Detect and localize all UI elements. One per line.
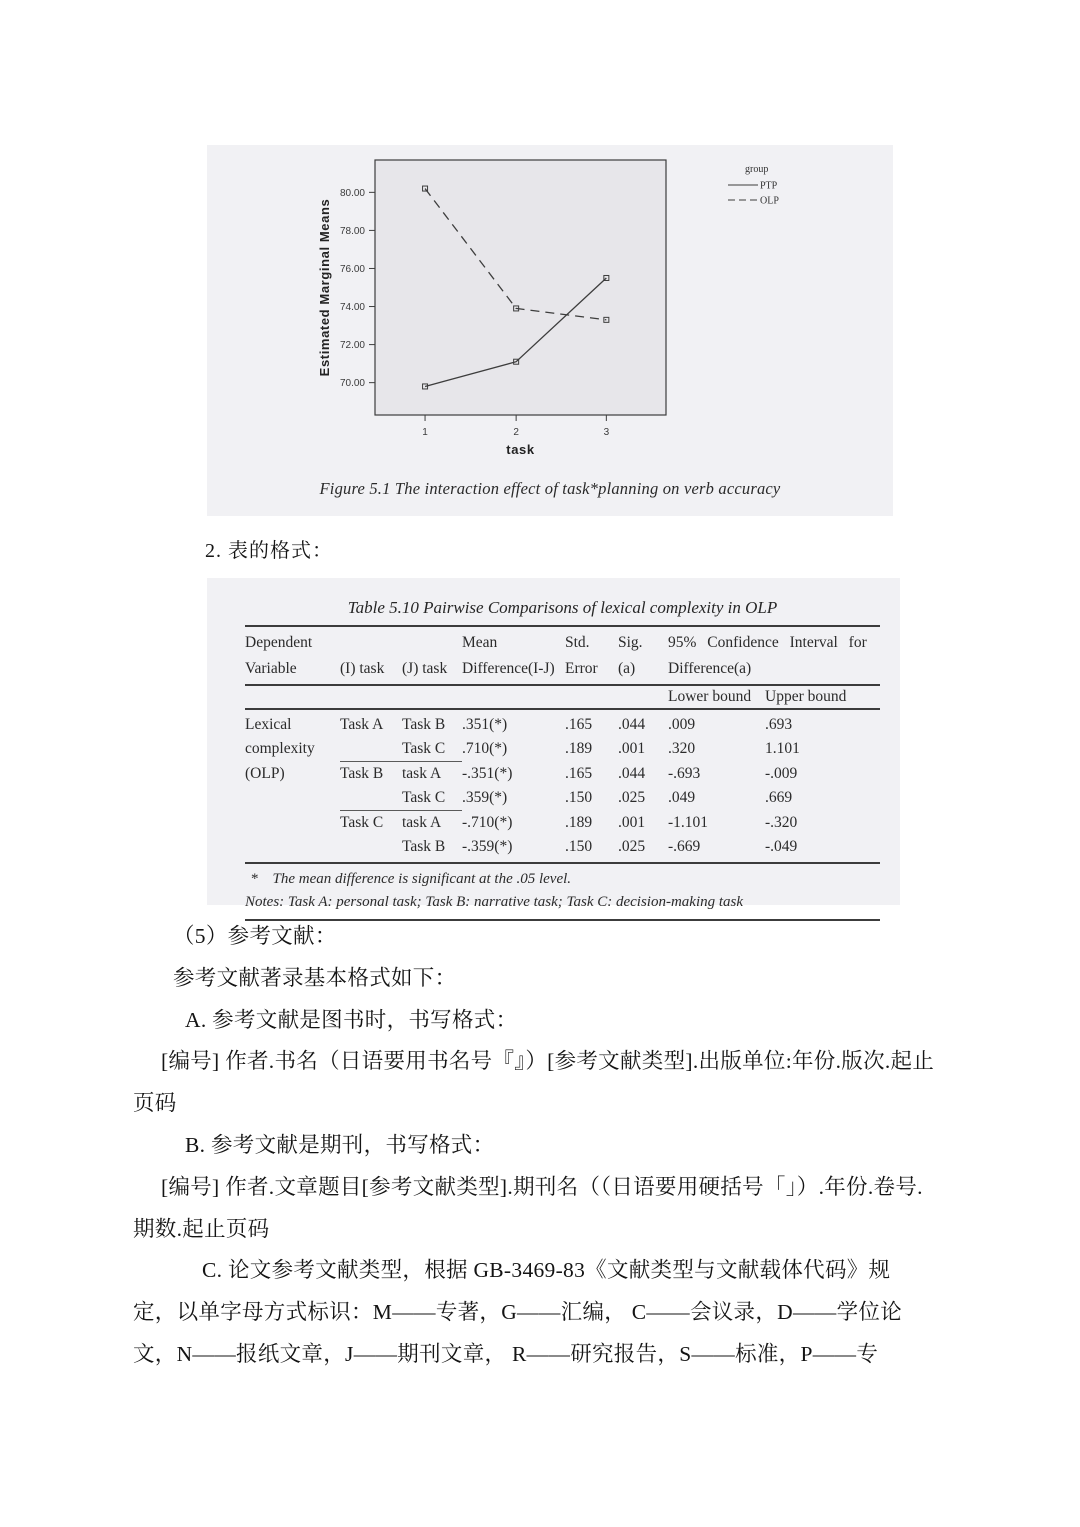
- text-line: 参考文献著录基本格式如下：: [173, 965, 457, 990]
- table-cell: -.049: [765, 838, 798, 855]
- table-cell: -.710(*): [462, 814, 513, 831]
- table-cell: [245, 786, 340, 811]
- table-cell: task A: [402, 765, 442, 782]
- y-tick-label: 78.00: [339, 225, 365, 237]
- table-row: [245, 811, 880, 835]
- table-cell: -1.101: [668, 814, 709, 831]
- table-cell: .710(*): [462, 740, 508, 757]
- table-scan-block: [207, 578, 900, 910]
- table-cell: .150: [565, 789, 593, 806]
- table-cell: .359(*): [462, 789, 508, 806]
- table-cell: Task B: [340, 765, 384, 782]
- pairwise-comparisons-table: [245, 625, 880, 921]
- significance-footnote: [245, 868, 880, 891]
- table-cell: task A: [402, 814, 442, 831]
- table-row: [245, 786, 880, 811]
- y-tick-label: 76.00: [339, 263, 365, 275]
- text-line: 期数.起止页码: [133, 1216, 270, 1241]
- legend-label-ptp: PTP: [760, 180, 778, 192]
- table-cell: Difference(I-J): [462, 660, 555, 677]
- table-cell: -.669: [668, 838, 701, 855]
- line-chart: [207, 145, 893, 465]
- table-cell: [340, 630, 402, 656]
- table-cell: .025: [618, 789, 646, 806]
- table-cell: 1.101: [765, 740, 800, 757]
- table-cell: -.009: [765, 765, 798, 782]
- y-tick-label: 80.00: [339, 187, 365, 199]
- table-cell: .025: [618, 838, 646, 855]
- table-header-row: [245, 656, 880, 682]
- table-cell: [402, 630, 462, 656]
- table-cell: .044: [618, 765, 646, 782]
- table-cell: .320: [668, 740, 696, 757]
- table-cell: Lower bound: [668, 688, 752, 705]
- text-line: 文，N——报纸文章，J——期刊文章， R——研究报告，S——标准，P——专: [133, 1341, 879, 1366]
- text-line: [编号] 作者.文章题目[参考文献类型].期刊名（（日语要用硬括号「」）.年份.卷号.: [161, 1174, 923, 1199]
- table-cell: Sig.: [618, 634, 643, 651]
- table-header-row: [245, 630, 880, 656]
- table-cell: [245, 835, 340, 859]
- y-tick-label: 70.00: [339, 378, 365, 390]
- x-tick-label: 3: [603, 427, 610, 438]
- table-cell: -.351(*): [462, 765, 513, 782]
- table-cell: [340, 737, 402, 762]
- text-line: B. 参考文献是期刊，书写格式：: [185, 1132, 495, 1157]
- table-footnotes: [245, 864, 880, 921]
- table-cell: Upper bound: [765, 688, 847, 705]
- plot-area: [375, 160, 666, 415]
- table-cell: Task B: [402, 838, 446, 855]
- table-cell: .669: [765, 789, 793, 806]
- table-row: [245, 835, 880, 859]
- table-cell: [340, 835, 402, 859]
- table-cell: .165: [565, 716, 593, 733]
- text-line: C. 论文参考文献类型，根据 GB-3469-83《文献类型与文献载体代码》规: [202, 1258, 891, 1283]
- table-subheader: [245, 686, 880, 710]
- section-heading-table-format: 2. 表的格式：: [205, 540, 333, 562]
- table-cell: -.693: [668, 765, 701, 782]
- table-cell: .049: [668, 789, 696, 806]
- y-axis-label: Estimated Marginal Means: [317, 198, 332, 377]
- legend-title: group: [745, 164, 769, 175]
- table-cell: .044: [618, 716, 646, 733]
- table-subheader-row: [245, 686, 880, 708]
- text-line: 页码: [133, 1091, 177, 1116]
- text-line: 定，以单字母方式标识：M——专著，G——汇编， C——会议录，D——学位论: [133, 1300, 902, 1325]
- table-cell: .351(*): [462, 716, 508, 733]
- y-tick-label: 74.00: [339, 302, 365, 314]
- table-cell: Dependent: [245, 634, 313, 651]
- table-title: Table 5.10 Pairwise Comparisons of lexical complexity in OLP: [347, 598, 778, 617]
- table-cell: .165: [565, 765, 593, 782]
- notes-footnote: Notes: Task A: personal task; Task B: narrative task; Task C: decision-making task: [245, 894, 744, 910]
- figure-caption: Figure 5.1 The interaction effect of task*planning on verb accuracy: [319, 479, 781, 498]
- table-cell: .001: [618, 814, 646, 831]
- table-cell: .009: [668, 716, 696, 733]
- figure-scan-block: [207, 145, 893, 516]
- body-paragraphs: [133, 916, 963, 1376]
- table-cell: .150: [565, 838, 593, 855]
- table-row: [245, 762, 880, 786]
- table-cell: (OLP): [245, 765, 285, 782]
- x-tick-label: 1: [422, 427, 428, 438]
- table-cell: Task B: [402, 716, 446, 733]
- table-cell: [245, 811, 340, 835]
- table-row: [245, 737, 880, 762]
- x-axis-label: task: [506, 442, 535, 457]
- text-line: [编号] 作者.书名（日语要用书名号『』）[参考文献类型].出版单位:年份.版次.起止: [161, 1049, 935, 1074]
- table-cell: [340, 786, 402, 811]
- table-cell: Task C: [340, 814, 384, 831]
- table-cell: (I) task: [340, 660, 385, 677]
- table-cell: complexity: [245, 740, 315, 757]
- table-cell: Task C: [402, 737, 462, 762]
- table-row: [245, 713, 880, 737]
- asterisk-marker: *: [251, 871, 259, 887]
- table-body: [245, 710, 880, 864]
- table-cell: -.320: [765, 814, 798, 831]
- table-cell: Task A: [340, 716, 384, 733]
- legend-label-olp: OLP: [760, 195, 779, 207]
- table-cell: (a): [618, 660, 636, 677]
- table-cell: .001: [618, 740, 646, 757]
- text-line: （5）参考文献：: [173, 924, 337, 948]
- table-cell: .693: [765, 716, 793, 733]
- table-cell: Difference(a): [668, 660, 752, 677]
- table-cell: 95% Confidence Interval for: [668, 634, 867, 651]
- y-tick-label: 72.00: [339, 340, 365, 352]
- significance-footnote-text: The mean difference is significant at the .05 level.: [272, 871, 572, 887]
- table-cell: -.359(*): [462, 838, 513, 855]
- x-tick-label: 2: [513, 427, 519, 438]
- table-cell: Variable: [245, 660, 297, 677]
- table-cell: Task C: [402, 786, 462, 811]
- table-cell: Lexical: [245, 716, 292, 733]
- table-header: [245, 627, 880, 686]
- table-cell: Std.: [565, 634, 590, 651]
- text-line: A. 参考文献是图书时，书写格式：: [185, 1007, 518, 1032]
- table-cell: .189: [565, 740, 593, 757]
- table-cell: Mean: [462, 634, 498, 651]
- table-cell: .189: [565, 814, 593, 831]
- table-cell: (J) task: [402, 660, 448, 677]
- table-cell: Error: [565, 660, 598, 677]
